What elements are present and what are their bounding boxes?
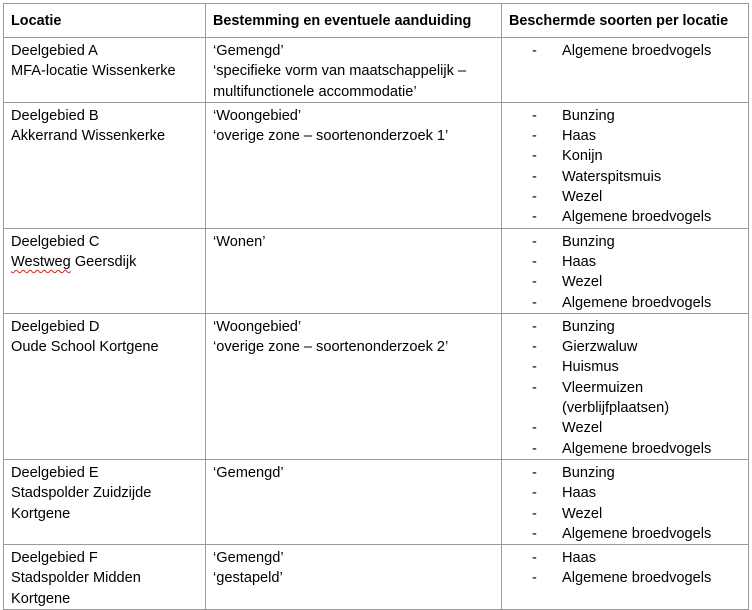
dash-bullet: - <box>532 294 537 311</box>
species-label: Wezel <box>562 274 603 291</box>
species-item <box>509 418 748 438</box>
spellcheck-word: Westweg <box>11 253 71 270</box>
locatie-name: Stadspolder Midden <box>11 570 141 587</box>
species-table <box>3 3 749 610</box>
soorten-cell <box>502 102 749 228</box>
soorten-cell <box>502 228 749 313</box>
table-row <box>4 228 749 313</box>
species-label: Bunzing <box>562 464 615 481</box>
species-item <box>509 146 748 166</box>
locatie-name-rest: Geersdijk <box>70 253 137 270</box>
locatie-name: Stadspolder Zuidzijde <box>11 485 152 502</box>
dash-bullet: - <box>532 550 537 567</box>
dash-bullet: - <box>532 43 537 59</box>
dash-bullet: - <box>532 274 537 291</box>
dash-bullet: - <box>532 420 537 437</box>
dash-bullet: - <box>532 440 537 457</box>
species-item <box>509 293 748 313</box>
species-label: Huismus <box>562 359 619 376</box>
locatie-name: Kortgene <box>11 505 71 522</box>
bestemming-line: multifunctionele accommodatie’ <box>213 83 417 100</box>
species-item-continuation <box>509 398 748 418</box>
species-label: Bunzing <box>562 107 615 124</box>
dash-bullet: - <box>532 253 537 270</box>
bestemming-cell <box>206 228 502 313</box>
dash-bullet: - <box>532 318 537 335</box>
species-label: Haas <box>562 128 597 145</box>
dash-bullet: - <box>532 209 537 226</box>
bestemming-line: ‘Woongebied’ <box>213 318 302 335</box>
dash-bullet: - <box>532 570 537 587</box>
species-label: Algemene broedvogels <box>562 209 712 226</box>
species-item <box>509 504 748 524</box>
bestemming-line: ‘overige zone – soortenonderzoek 1’ <box>213 128 449 145</box>
species-label: Algemene broedvogels <box>562 525 712 542</box>
species-item <box>509 568 748 588</box>
bestemming-cell <box>206 459 502 544</box>
gebied-label: Deelgebied E <box>11 464 99 481</box>
locatie-name <box>11 252 205 272</box>
species-label: Wezel <box>562 505 603 522</box>
dash-bullet: - <box>532 339 537 356</box>
bestemming-cell <box>206 545 502 610</box>
species-item <box>509 463 748 483</box>
locatie-cell <box>4 459 206 544</box>
species-label: Haas <box>562 253 597 270</box>
bestemming-line: ‘Wonen’ <box>213 233 266 250</box>
gebied-label: Deelgebied F <box>11 550 98 567</box>
bestemming-line: ‘overige zone – soortenonderzoek 2’ <box>213 339 449 356</box>
species-item <box>509 187 748 207</box>
species-item <box>509 317 748 337</box>
species-item <box>509 232 748 252</box>
species-item <box>509 548 748 568</box>
species-item <box>509 524 748 544</box>
species-item <box>509 378 748 398</box>
bestemming-line: ‘Gemengd’ <box>213 43 284 59</box>
species-label: Haas <box>562 550 597 567</box>
species-label: Haas <box>562 485 597 502</box>
species-item <box>509 337 748 357</box>
gebied-label: Deelgebied C <box>11 233 100 250</box>
species-label: Algemene broedvogels <box>562 43 712 59</box>
dash-bullet: - <box>532 485 537 502</box>
locatie-cell <box>4 102 206 228</box>
bestemming-cell <box>206 38 502 103</box>
dash-bullet: - <box>532 359 537 376</box>
species-item <box>509 439 748 459</box>
bestemming-cell <box>206 313 502 459</box>
species-label: (verblijfplaatsen) <box>562 400 670 417</box>
dash-bullet: - <box>532 189 537 206</box>
species-item <box>509 272 748 292</box>
dash-bullet: - <box>532 505 537 522</box>
gebied-label: Deelgebied A <box>11 43 98 59</box>
locatie-name: MFA-locatie Wissenkerke <box>11 63 176 80</box>
soorten-cell <box>502 313 749 459</box>
species-label: Wezel <box>562 189 603 206</box>
dash-bullet: - <box>532 233 537 250</box>
dash-bullet: - <box>532 464 537 481</box>
header-bestemming: Bestemming en eventuele aanduiding <box>206 4 502 38</box>
locatie-name: Kortgene <box>11 590 71 607</box>
species-label: Algemene broedvogels <box>562 570 712 587</box>
dash-bullet: - <box>532 107 537 124</box>
species-item <box>509 41 748 61</box>
locatie-cell <box>4 545 206 610</box>
soorten-cell <box>502 38 749 103</box>
species-label: Vleermuizen <box>562 379 644 396</box>
bestemming-cell <box>206 102 502 228</box>
header-soorten: Beschermde soorten per locatie <box>502 4 749 38</box>
table-row <box>4 459 749 544</box>
locatie-cell <box>4 228 206 313</box>
species-label: Bunzing <box>562 318 615 335</box>
table-row <box>4 313 749 459</box>
species-item <box>509 167 748 187</box>
species-label: Wezel <box>562 420 603 437</box>
header-locatie: Locatie <box>4 4 206 38</box>
locatie-name: Akkerrand Wissenkerke <box>11 128 166 145</box>
dash-bullet: - <box>532 379 537 396</box>
table-row <box>4 545 749 610</box>
species-label: Algemene broedvogels <box>562 294 712 311</box>
bestemming-line: ‘Gemengd’ <box>213 550 284 567</box>
locatie-cell <box>4 38 206 103</box>
species-label: Konijn <box>562 148 603 165</box>
species-item <box>509 357 748 377</box>
species-item <box>509 252 748 272</box>
bestemming-line: ‘gestapeld’ <box>213 570 283 587</box>
dash-bullet: - <box>532 148 537 165</box>
soorten-cell <box>502 459 749 544</box>
species-item <box>509 483 748 503</box>
species-item <box>509 106 748 126</box>
dash-bullet: - <box>532 168 537 185</box>
bestemming-line: ‘specifieke vorm van maatschappelijk – <box>213 63 467 80</box>
gebied-label: Deelgebied D <box>11 318 100 335</box>
species-label: Waterspitsmuis <box>562 168 662 185</box>
soorten-cell <box>502 545 749 610</box>
table-row <box>4 102 749 228</box>
species-label: Gierzwaluw <box>562 339 638 356</box>
species-item <box>509 126 748 146</box>
dash-bullet: - <box>532 525 537 542</box>
species-label: Algemene broedvogels <box>562 440 712 457</box>
dash-bullet: - <box>532 128 537 145</box>
locatie-name: Oude School Kortgene <box>11 339 159 356</box>
table-row <box>4 38 749 103</box>
bestemming-line: ‘Gemengd’ <box>213 464 284 481</box>
species-label: Bunzing <box>562 233 615 250</box>
locatie-cell <box>4 313 206 459</box>
header-row <box>4 4 749 38</box>
species-item <box>509 207 748 227</box>
bestemming-line: ‘Woongebied’ <box>213 107 302 124</box>
gebied-label: Deelgebied B <box>11 107 99 124</box>
